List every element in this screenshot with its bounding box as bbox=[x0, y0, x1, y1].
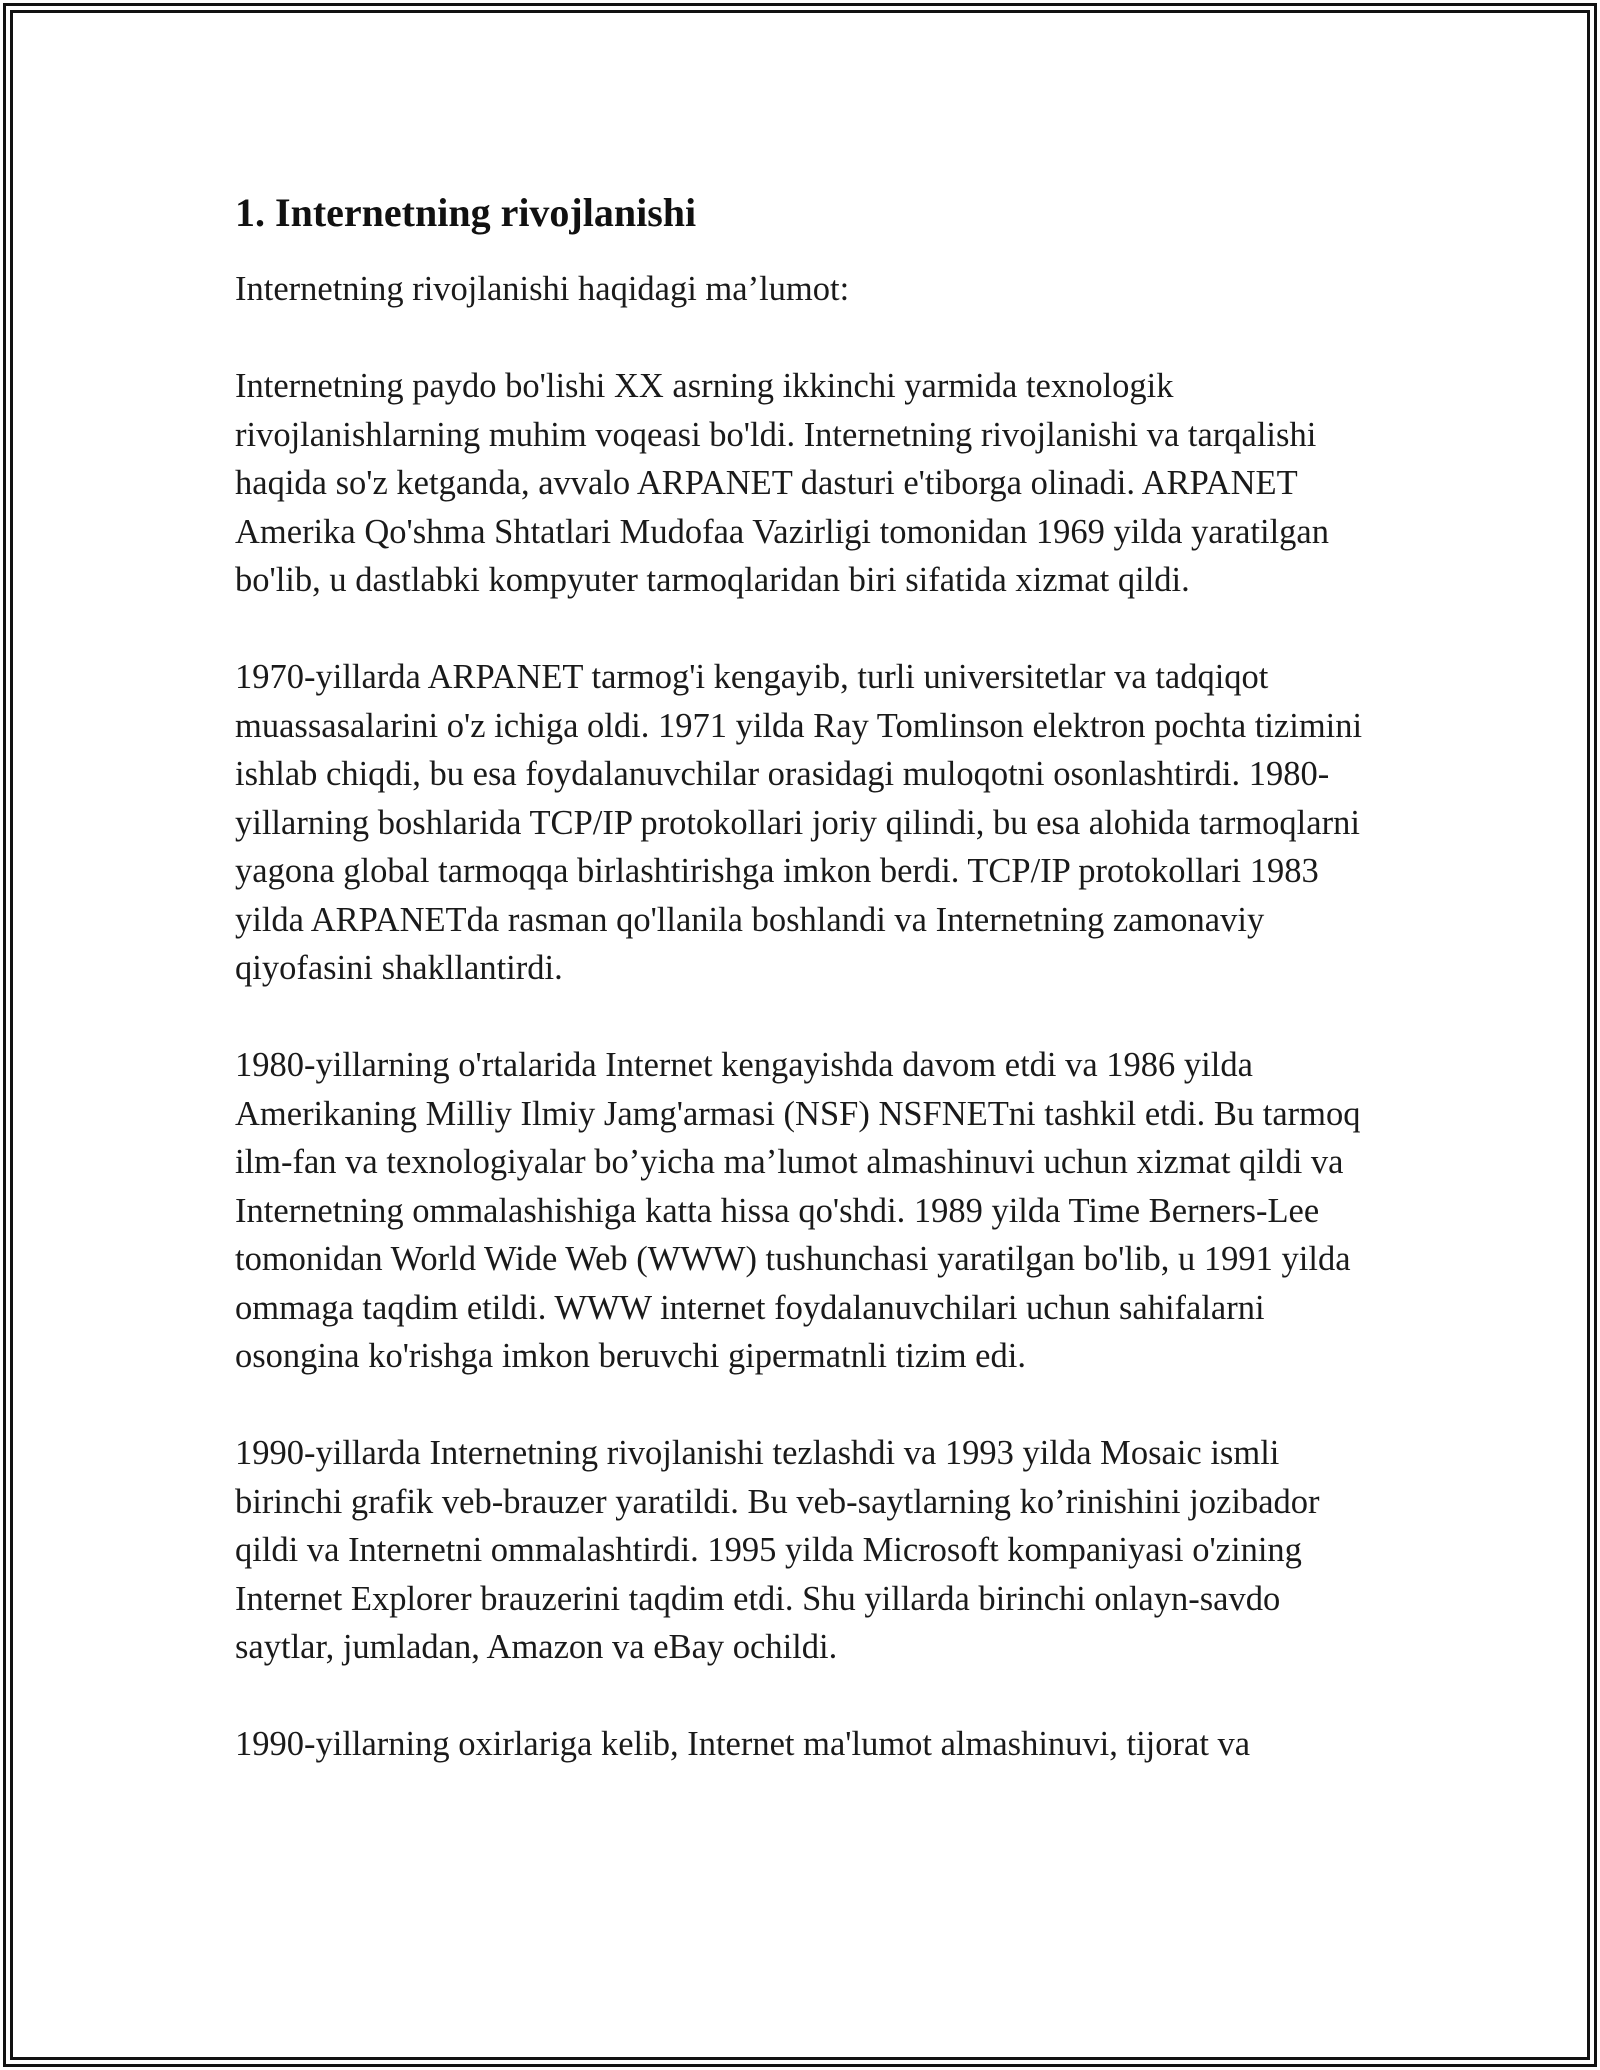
paragraph-1980s: 1980-yillarning o'rtalarida Internet kengayishda davom etdi va 1986 yilda Amerikaning Milliy Ilmiy Jamg'armasi (NSF) NSFNETni tashkil etdi. Bu tarmoq ilm-fan va texnologiyalar bo’yicha ma’lumot almashinuvi uchun xizmat qildi va Internetning ommalashishiga katta hissa qo'shdi. 1989 yilda Time Berners-Lee tomonidan World Wide Web (WWW) tushunchasi yaratilgan bo'lib, u 1991 yilda ommaga taqdim etildi. WWW internet foydalanuvchilari uchun sahifalarni osongina ko'rishga imkon beruvchi gipermatnli tizim edi. bbox=[235, 1046, 1361, 1375]
paragraph-1990s: 1990-yillarda Internetning rivojlanishi tezlashdi va 1993 yilda Mosaic ismli birinchi grafik veb-brauzer yaratildi. Bu veb-saytlarning ko’rinishini jozibador qildi va Internetni ommalashtirdi. 1995 yilda Microsoft kompaniyasi o'zining Internet Explorer brauzerini taqdim etdi. Shu yillarda birinchi onlayn-savdo saytlar, jumladan, Amazon va eBay ochildi. bbox=[235, 1434, 1320, 1666]
paragraph-1970s: 1970-yillarda ARPANET tarmog'i kengayib, turli universitetlar va tadqiqot muassasalarini o'z ichiga oldi. 1971 yilda Ray Tomlinson elektron pochta tizimini ishlab chiqdi, bu esa foydalanuvchilar orasidagi muloqotni osonlashtirdi. 1980-yillarning boshlarida TCP/IP protokollari joriy qilindi, bu esa alohida tarmoqlarni yagona global tarmoqqa birlashtirishga imkon berdi. TCP/IP protokollari 1983 yilda ARPANETda rasman qo'llanila boshlandi va Internetning zamonaviy qiyofasini shakllantirdi. bbox=[235, 658, 1363, 987]
document-body bbox=[235, 185, 1365, 1817]
paragraph-arpanet: Internetning paydo bo'lishi XX asrning ikkinchi yarmida texnologik rivojlanishlarning muhim voqeasi bo'ldi. Internetning rivojlanishi va tarqalishi haqida so'z ketganda, avvalo ARPANET dasturi e'tiborga olinadi. ARPANET Amerika Qo'shma Shtatlari Mudofaa Vazirligi tomonidan 1969 yilda yaratilgan bo'lib, u dastlabki kompyuter tarmoqlaridan biri sifatida xizmat qildi. bbox=[235, 367, 1329, 599]
paragraph-late-1990s: 1990-yillarning oxirlariga kelib, Internet ma'lumot almashinuvi, tijorat va bbox=[235, 1725, 1251, 1763]
section-heading: 1. Internetning rivojlanishi bbox=[235, 190, 697, 235]
intro-line: Internetning rivojlanishi haqidagi ma’lumot: bbox=[235, 270, 850, 308]
